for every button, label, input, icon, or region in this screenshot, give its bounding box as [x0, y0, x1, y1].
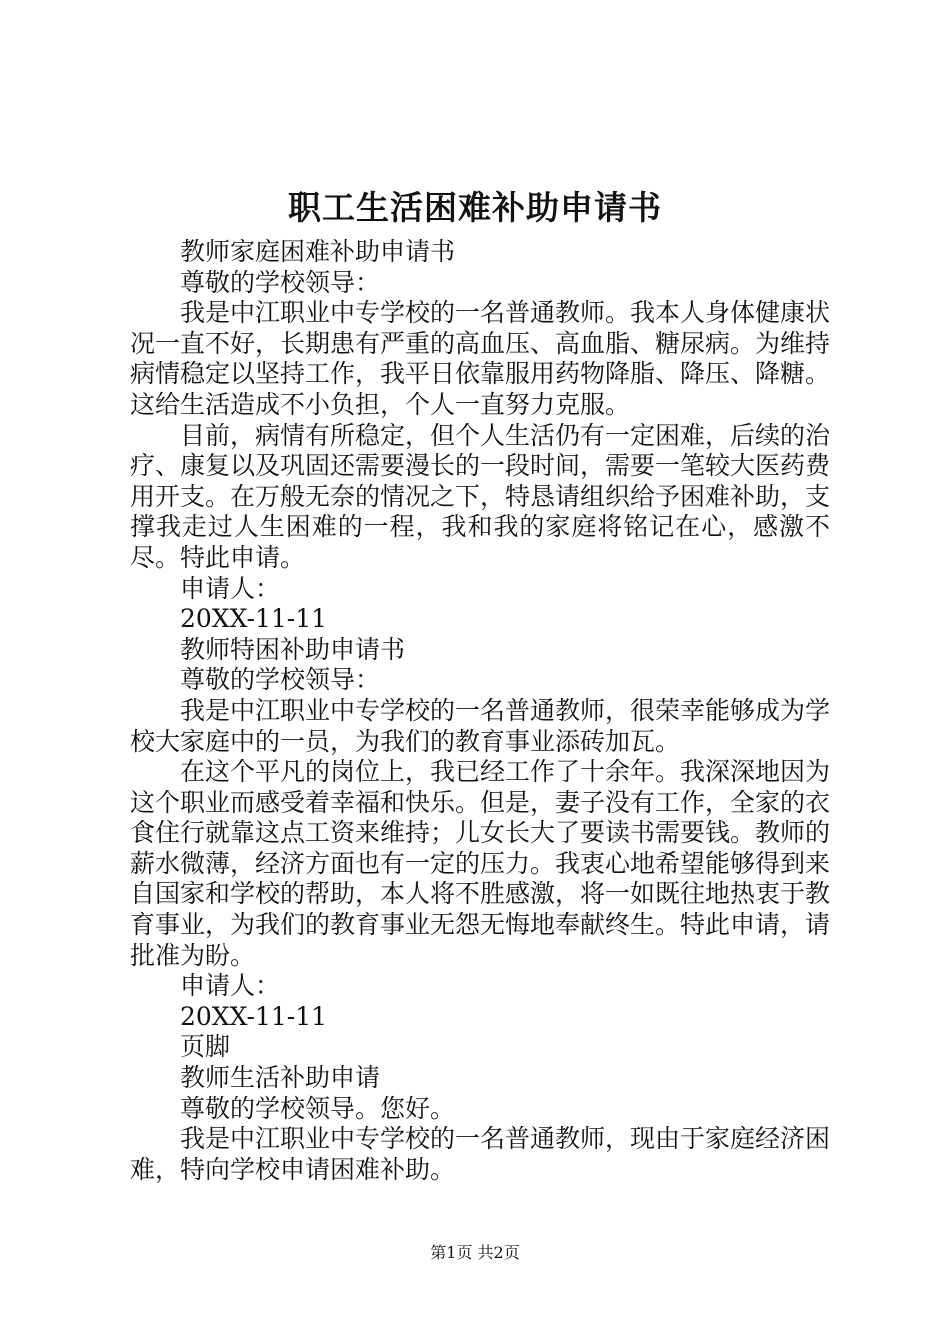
- page-number-footer: 第1页 共2页: [430, 1243, 520, 1262]
- body-paragraph: 目前，病情有所稳定，但个人生活仍有一定困难，后续的治疗、康复以及巩固还需要漫长的一段时间，需要一笔较大医药费用开支。在万般无奈的情况之下，特恳请组织给予困难补助，支撑我走过人生困难的一程，我和我的家庭将铭记在心，感激不尽。特此申请。: [130, 420, 831, 572]
- body-paragraph: 我是中江职业中专学校的一名普通教师，很荣幸能够成为学校大家庭中的一员，为我们的教育事业添砖加瓦。: [130, 695, 831, 756]
- document-body: [130, 237, 830, 1185]
- body-paragraph: 我是中江职业中专学校的一名普通教师。我本人身体健康状况一直不好，长期患有严重的高血压、高血脂、糖尿病。为维持病情稳定以坚持工作，我平日依靠服用药物降脂、降压、降糖。这给生活造成不小负担，个人一直努力克服。: [130, 298, 831, 419]
- heading-line: 教师特困补助申请书: [180, 634, 406, 664]
- salutation-line: 尊敬的学校领导：: [180, 267, 381, 297]
- applicant-line: 申请人：: [180, 573, 281, 603]
- date-line: 20XX-11-11: [180, 604, 328, 634]
- document-title: 职工生活困难补助申请书: [288, 188, 662, 227]
- heading-line: 教师生活补助申请: [180, 1063, 381, 1093]
- body-paragraph: 我是中江职业中专学校的一名普通教师，现由于家庭经济困难，特向学校申请困难补助。: [130, 1124, 831, 1184]
- section-label: 页脚: [180, 1032, 231, 1062]
- heading-line: 教师家庭困难补助申请书: [180, 237, 456, 266]
- applicant-line: 申请人：: [180, 971, 281, 1001]
- salutation-line: 尊敬的学校领导。您好。: [180, 1093, 456, 1123]
- salutation-line: 尊敬的学校领导：: [180, 665, 381, 695]
- body-paragraph: 在这个平凡的岗位上，我已经工作了十余年。我深深地因为这个职业而感受着幸福和快乐。但是，妻子没有工作，全家的衣食住行就靠这点工资来维持；儿女长大了要读书需要钱。教师的薪水微薄，经济方面也有一定的压力。我衷心地希望能够得到来自国家和学校的帮助，本人将不胜感激，将一如既往地热衷于教育事业，为我们的教育事业无怨无悔地奉献终生。特此申请，请批准为盼。: [130, 757, 831, 970]
- date-line: 20XX-11-11: [180, 1001, 328, 1031]
